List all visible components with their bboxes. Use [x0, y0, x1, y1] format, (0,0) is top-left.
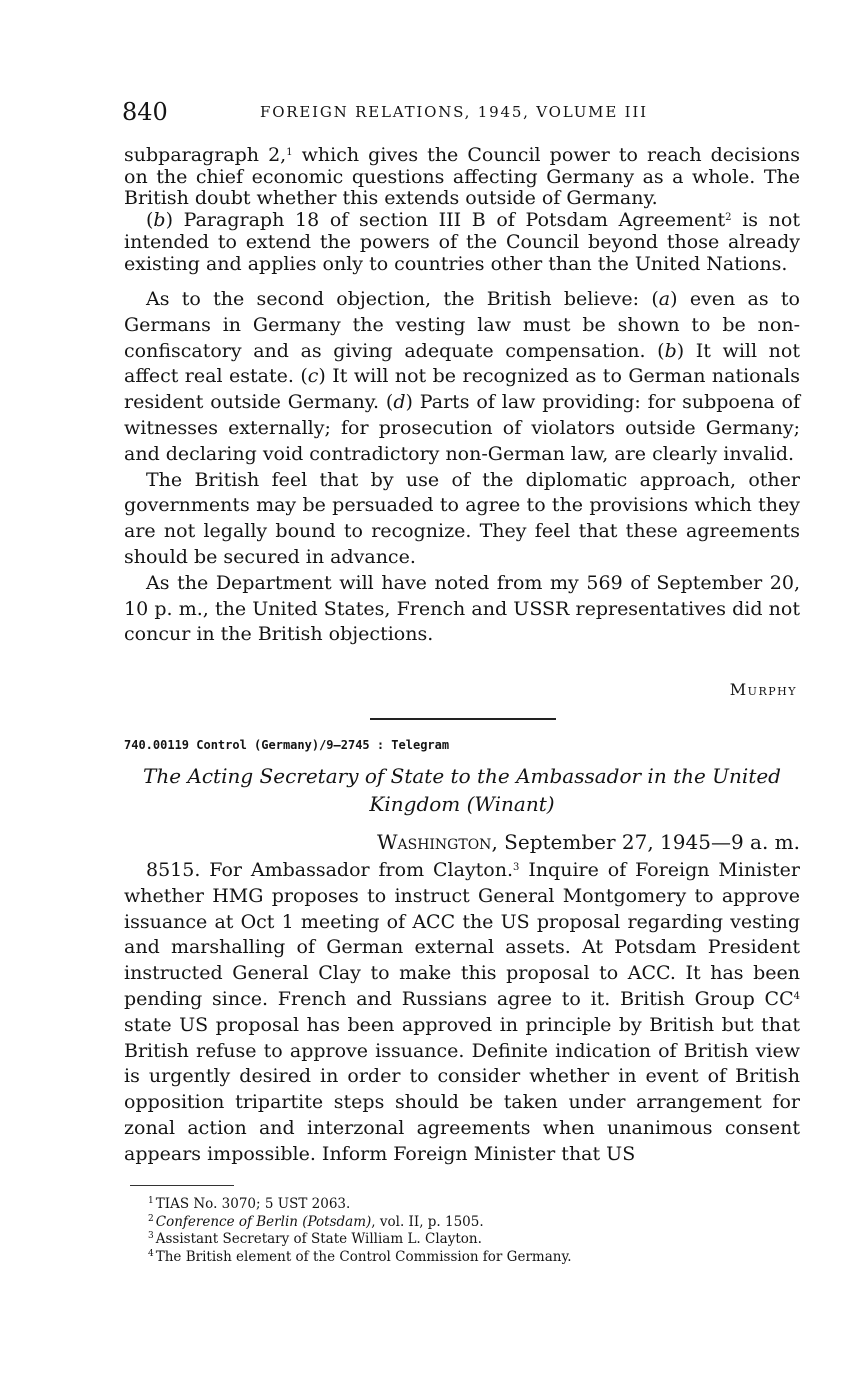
paragraph-subparagraph: subparagraph 2,$^1$ which gives the Council power to reach decisions on the chief economic questions affecting Germany as a whole. The British doubt whether this extends outside of Germany. — [124, 144, 800, 210]
footnote-ref-4: 4 — [793, 990, 800, 1002]
dateline: Washington, September 27, 1945—9 a. m. — [376, 830, 800, 854]
footnote-rule — [130, 1185, 234, 1186]
page-header — [122, 98, 802, 126]
footnote-1: $^1$ TIAS No. 3070; 5 UST 2063. — [148, 1196, 351, 1212]
page-number: 840 — [122, 98, 168, 126]
paragraph-department: As the Department will have noted from my 569 of September 20, 10 p. m., the United States, French and USSR representatives did not concur in the British objections. — [124, 571, 800, 646]
section-separator — [370, 718, 556, 720]
document-title: The Acting Secretary of State to the Ambassador in the United Kingdom (Winant) — [143, 764, 781, 816]
signature: Murphy — [729, 680, 797, 699]
paragraph-telegram: 8515. For Ambassador from Clayton.$^3$ Inquire of Foreign Minister whether HMG proposes to instruct General Montgomery to approve issuance at Oct 1 meeting of ACC the US proposal regarding vesting and marshalling of German external assets. At Potsdam President instructed General Clay to make this proposal to ACC. It has been pending since. French and Russians agree to it. British Group $CC^4$ state US proposal has been approved in principle by British but that British refuse to approve issuance. Definite indication of British view is urgently desired in order to consider whether in event of British opposition tripartite steps should be taken under arrangement for zonal action and interzonal agreements when unanimous consent appears impossible. Inform Foreign Minister that US — [124, 859, 800, 1165]
continuation-text — [124, 145, 800, 275]
paragraph-potsdam: (b) Paragraph 18 of section III B of Potsdam Agreement$^2$ is not intended to extend the powers of the Council beyond those already existing and applies only to countries other than the United Nations. — [124, 209, 800, 275]
footnote-ref-2: 2 — [725, 212, 732, 224]
footnote-2: $^2$ Conference of Berlin (Potsdam), vol. II, p. 1505. — [148, 1213, 484, 1230]
footnotes — [148, 1196, 808, 1266]
running-title: FOREIGN RELATIONS, 1945, VOLUME III — [260, 103, 648, 121]
main-text — [124, 287, 800, 648]
footnote-4: $^4$ The British element of the Control Commission for Germany. — [148, 1248, 572, 1265]
file-reference: 740.00119 Control (Germany)/9–2745 : Telegram — [124, 738, 450, 752]
paragraph-diplomatic: The British feel that by use of the diplomatic approach, other governments may be persuaded to agree to the provisions which they are not legally bound to recognize. They feel that these agreements should be secured in advance. — [124, 468, 800, 568]
footnote-ref-1: 1 — [286, 147, 293, 158]
footnote-3: $^3$ Assistant Secretary of State William L. Clayton. — [148, 1231, 482, 1248]
paragraph-second-objection: As to the second objection, the British believe: (a) even as to Germans in Germany the vesting law must be shown to be non-confiscatory and as giving adequate compensation. (b) It will not affect real estate. (c) It will not be recognized as to German nationals resident outside Germany. (d) Parts of law providing: for subpoena of witnesses externally; for prosecution of violators outside Germany; and declaring void contradictory non-German law, are clearly invalid. — [124, 288, 800, 465]
footnote-ref-3: 3 — [513, 862, 520, 873]
telegram-body — [124, 858, 800, 1168]
